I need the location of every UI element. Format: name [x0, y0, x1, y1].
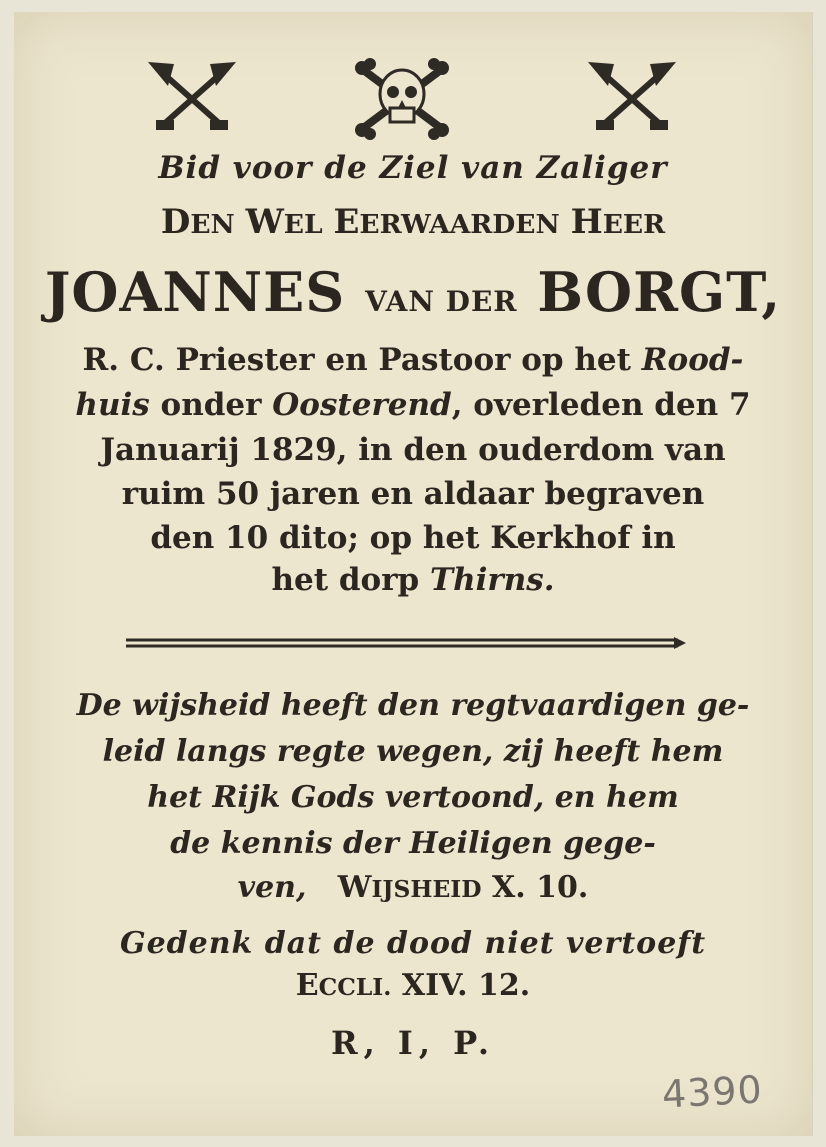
title-word-4-rest: EER	[602, 209, 666, 240]
body-line-1-place: Rood-	[641, 342, 744, 378]
body-line-6-text: het dorp	[271, 562, 431, 598]
quote-line-2: leid langs regte wegen, zij heeft hem	[102, 734, 724, 769]
name-first: JOANNES	[44, 260, 346, 324]
closing-line-2	[14, 968, 812, 1003]
closing-citation-verse: XIV. 12.	[391, 968, 531, 1003]
closing-citation-book: CCLI.	[318, 973, 392, 1001]
name-middle: VAN DER	[365, 285, 518, 318]
archive-number: 4390	[660, 1067, 764, 1117]
citation-book: IJSHEID	[371, 875, 482, 903]
title-word-4-initial: H	[570, 202, 603, 242]
rip-line: R, I, P.	[330, 1024, 496, 1062]
crossed-shovels-icon	[584, 56, 680, 140]
citation-verse: X. 10.	[481, 870, 589, 905]
body-line-5: den 10 dito; op het Kerkhof in	[150, 520, 676, 556]
crossed-shovels-icon	[144, 56, 240, 140]
quote-line-5-end: ven,	[237, 870, 307, 905]
citation-initial: W	[337, 870, 372, 905]
divider-rule	[126, 636, 686, 650]
title-word-1-initial: D	[160, 202, 191, 242]
title-word-3-initial: E	[333, 202, 360, 242]
quote-line-1: De wijsheid heeft den regtvaardigen ge-	[76, 688, 750, 723]
body-line-1-text: R. C. Priester en Pastoor op het	[82, 342, 642, 378]
closing-line-1: Gedenk dat de dood niet vertoeft	[119, 926, 707, 961]
quote-line-3: het Rijk Gods vertoond, en hem	[147, 780, 679, 815]
closing-citation-initial: E	[295, 968, 319, 1003]
deceased-name	[14, 260, 812, 324]
title-word-2-initial: W	[245, 202, 284, 242]
body-line-2-text-a: onder	[149, 387, 273, 423]
body-line-4: ruim 50 jaren en aldaar begraven	[121, 476, 705, 512]
body-line-3: Januarij 1829, in den ouderdom van	[100, 432, 726, 468]
ornament-row	[14, 56, 812, 140]
body-line-6	[14, 562, 812, 598]
skull-and-crossbones-icon	[354, 56, 450, 140]
name-last: BORGT,	[537, 260, 782, 324]
body-line-2-place: huis	[75, 387, 150, 423]
title-word-2-rest: EL	[283, 209, 323, 240]
body-line-2	[14, 387, 812, 423]
body-line-2-town: Oosterend	[272, 387, 452, 423]
quote-line-4: de kennis der Heiligen gege-	[170, 826, 656, 861]
body-line-2-text-b: , overleden den 7	[451, 387, 751, 423]
quote-line-5	[14, 870, 812, 905]
title-line	[14, 202, 812, 242]
body-line-1	[14, 342, 812, 378]
invocation-line: Bid voor de Ziel van Zaliger	[158, 150, 668, 186]
title-word-1-rest: EN	[190, 209, 235, 240]
memorial-card	[14, 12, 813, 1136]
body-line-6-village: Thirns.	[430, 562, 555, 598]
title-word-3-rest: ERWAARDEN	[359, 209, 560, 240]
